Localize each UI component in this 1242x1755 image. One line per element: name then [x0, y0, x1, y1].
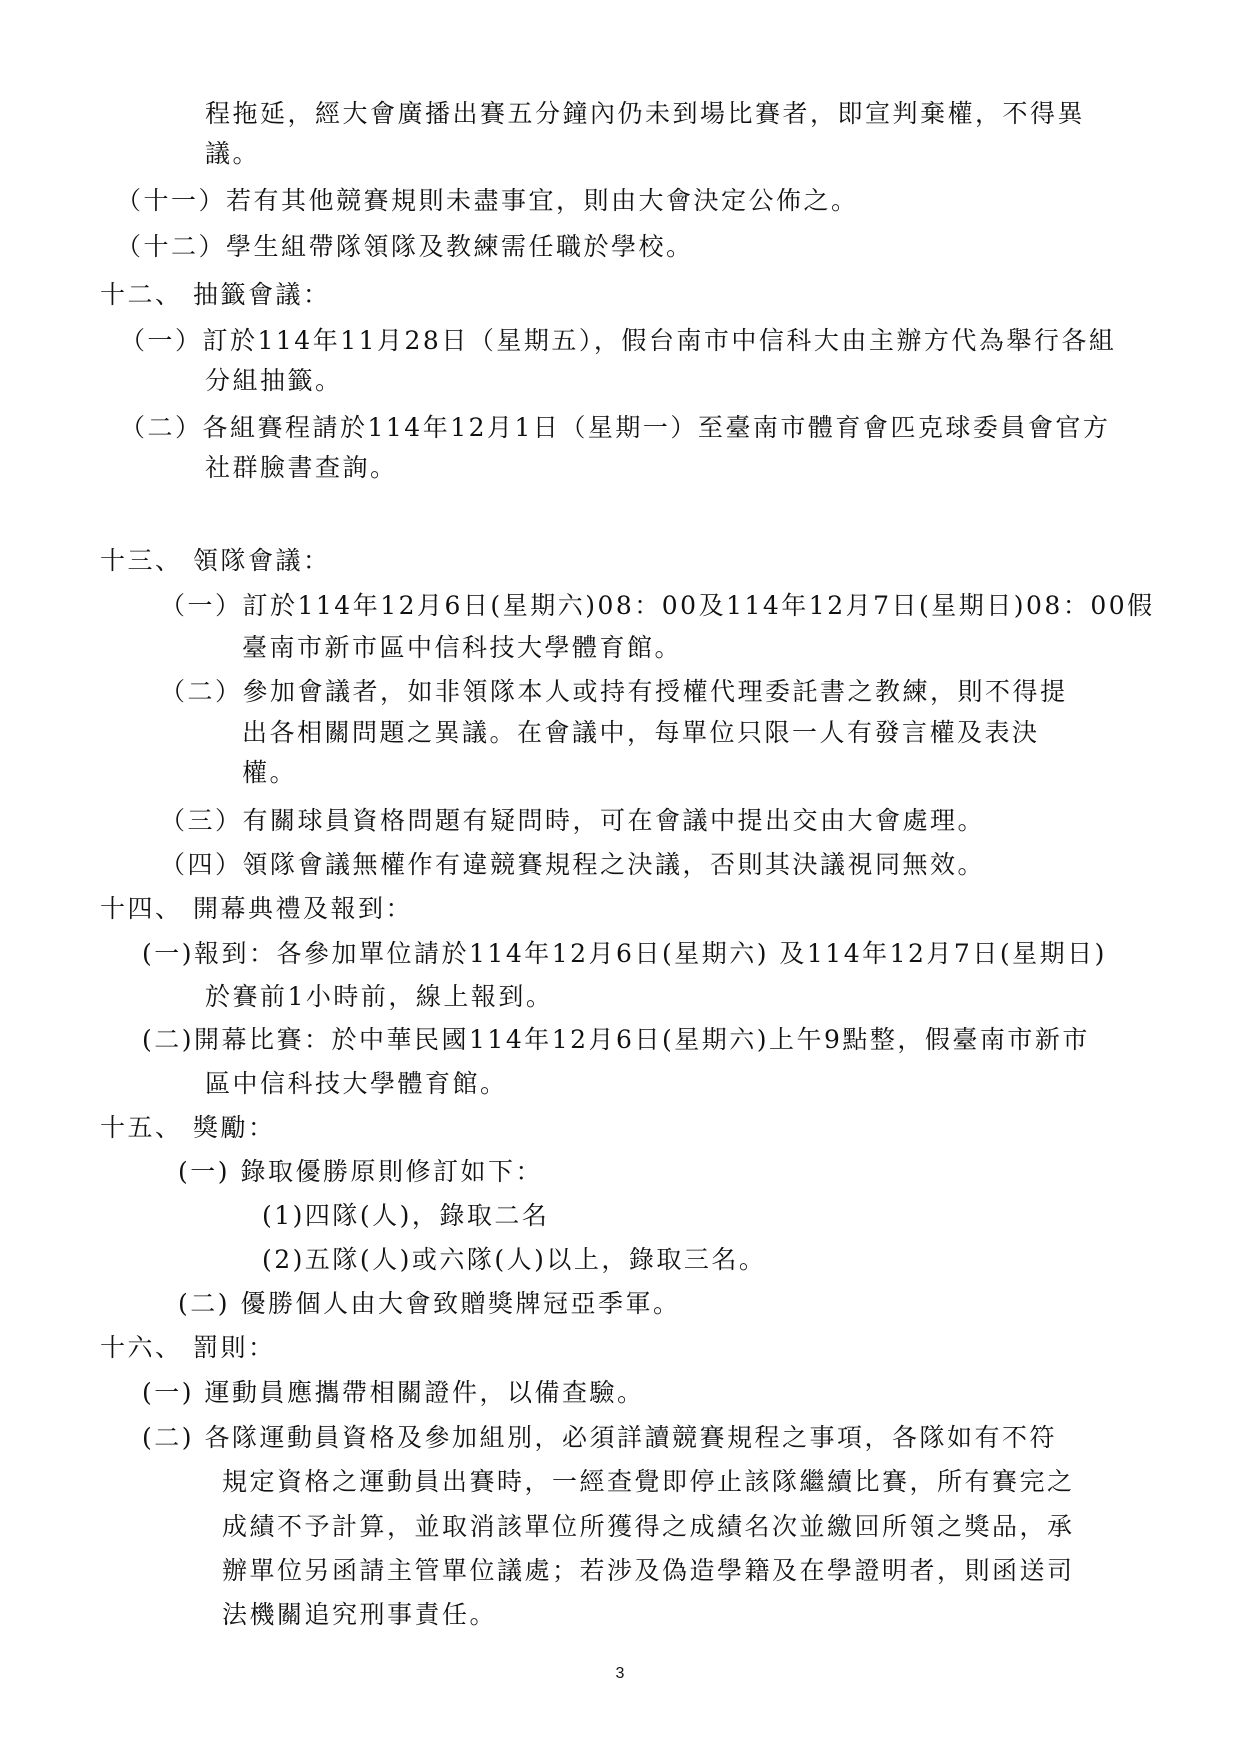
text-line: 辦單位另函請主管單位議處；若涉及偽造學籍及在學證明者，則函送司 — [222, 1556, 1075, 1585]
text-line: (二) 優勝個人由大會致贈獎牌冠亞季軍。 — [178, 1289, 681, 1318]
text-line: 成績不予計算，並取消該單位所獲得之成績名次並繳回所領之獎品，承 — [222, 1512, 1075, 1541]
page-number: 3 — [615, 1665, 625, 1682]
text-line: （四）領隊會議無權作有違競賽規程之決議，否則其決議視同無效。 — [160, 850, 986, 879]
text-line: （一）訂於114年11月28日（星期五），假台南市中信科大由主辦方代為舉行各組 — [120, 326, 1117, 355]
text-line: 出各相關問題之異議。在會議中，每單位只限一人有發言權及表決 — [242, 718, 1040, 747]
text-line: 社群臉書查詢。 — [205, 453, 398, 482]
text-line: (1)四隊(人)，錄取二名 — [262, 1201, 550, 1230]
text-line: 臺南市新市區中信科技大學體育館。 — [242, 633, 683, 662]
section-heading: 十五、 獎勵： — [100, 1113, 276, 1142]
text-line: (一) 錄取優勝原則修訂如下： — [178, 1157, 543, 1186]
text-line: 區中信科技大學體育館。 — [205, 1069, 508, 1098]
text-line: (二)開幕比賽：於中華民國114年12月6日(星期六)上午9點整，假臺南市新市 — [142, 1025, 1090, 1054]
text-line: （十二）學生組帶隊領隊及教練需任職於學校。 — [116, 232, 694, 261]
text-line: 法機關追究刑事責任。 — [222, 1600, 498, 1629]
section-heading: 十二、 抽籤會議： — [100, 280, 331, 309]
text-line: 權。 — [242, 758, 298, 787]
text-line: 程拖延，經大會廣播出賽五分鐘內仍未到場比賽者，即宣判棄權，不得異 — [205, 99, 1086, 128]
section-heading: 十四、 開幕典禮及報到： — [100, 894, 413, 923]
text-line: 於賽前1小時前，線上報到。 — [205, 982, 554, 1011]
text-line: （二）各組賽程請於114年12月1日（星期一）至臺南市體育會匹克球委員會官方 — [120, 413, 1111, 442]
text-line: 規定資格之運動員出賽時，一經查覺即停止該隊繼續比賽，所有賽完之 — [222, 1467, 1075, 1496]
section-heading: 十六、 罰則： — [100, 1333, 276, 1362]
text-line: (2)五隊(人)或六隊(人)以上，錄取三名。 — [262, 1245, 767, 1274]
text-line: （二）參加會議者，如非領隊本人或持有授權代理委託書之教練，則不得提 — [160, 677, 1068, 706]
text-line: (二) 各隊運動員資格及參加組別，必須詳讀競賽規程之事項，各隊如有不符 — [142, 1423, 1057, 1452]
text-line: 議。 — [205, 139, 261, 168]
section-heading: 十三、 領隊會議： — [100, 546, 331, 575]
text-line: （一）訂於114年12月6日(星期六)08：00及114年12月7日(星期日)08：00假 — [160, 591, 1155, 620]
text-line: （三）有關球員資格問題有疑問時，可在會議中提出交由大會處理。 — [160, 806, 986, 835]
text-line: 分組抽籤。 — [205, 366, 343, 395]
text-line: (一) 運動員應攜帶相關證件，以備查驗。 — [142, 1378, 645, 1407]
text-line: (一)報到：各參加單位請於114年12月6日(星期六) 及114年12月7日(星期日) — [142, 939, 1107, 968]
text-line: （十一）若有其他競賽規則未盡事宜，則由大會決定公佈之。 — [116, 186, 859, 215]
